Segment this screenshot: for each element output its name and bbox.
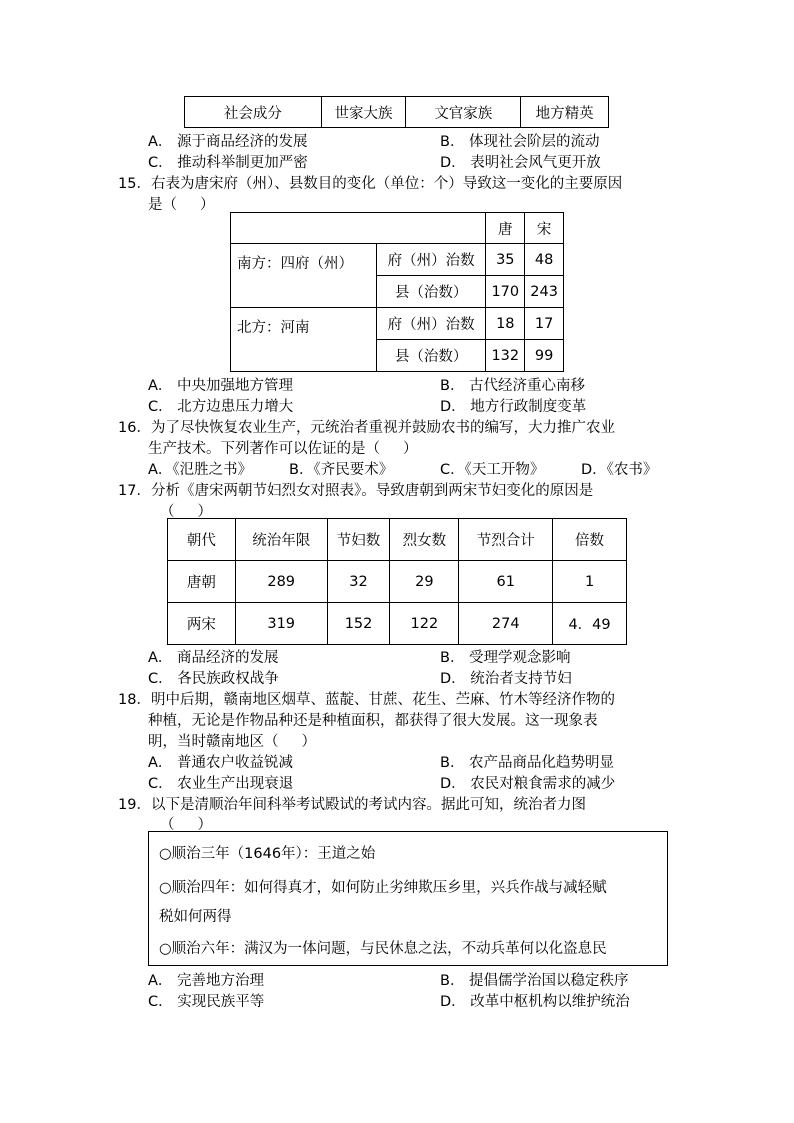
q15-value: 18 (486, 308, 525, 340)
q19-option-b[interactable]: B． 提倡儒学治国以稳定秩序 (440, 973, 629, 989)
q15-value: 17 (525, 308, 564, 340)
q15-stem-line1: 15．右表为唐宋府（州）、县数目的变化（单位：个）导致这一变化的主要原因 (118, 176, 623, 192)
q17-cell: 61 (459, 561, 553, 603)
q15-item: 县（治数） (376, 276, 486, 308)
q15-south-text: 南方：四府（州） (237, 256, 353, 272)
q19-box-line4: ○顺治六年：满汉为一体问题，与民休息之法，不动兵革何以化盗息民 (159, 941, 607, 957)
q17-option-c[interactable]: C． 各民族政权战争 (148, 671, 279, 687)
q14-cell: 世家大族 (321, 97, 406, 128)
q16-stem-line1: 16．为了尽快恢复农业生产，元统治者重视并鼓励农书的编写，大力推广农业 (118, 420, 615, 436)
q17-header: 节妇数 (327, 519, 390, 561)
q18-option-c[interactable]: C． 农业生产出现衰退 (148, 776, 294, 792)
q14-cell: 社会成分 (185, 97, 322, 128)
q17-option-a[interactable]: A． 商品经济的发展 (148, 650, 279, 666)
q17-cell: 唐朝 (168, 561, 236, 603)
q14-option-d[interactable]: D． 表明社会风气更开放 (440, 155, 601, 171)
q14-option-c[interactable]: C． 推动科举制更加严密 (148, 155, 308, 171)
q19-option-a[interactable]: A． 完善地方治理 (148, 973, 265, 989)
q15-value: 243 (525, 276, 564, 308)
q17-option-b[interactable]: B． 受理学观念影响 (440, 650, 571, 666)
q15-north-text: 北方：河南 (237, 320, 310, 336)
q17-cell: 152 (327, 603, 390, 645)
q15-header-tang: 唐 (486, 213, 525, 244)
q17-cell: 319 (235, 603, 327, 645)
q19-box-line1: ○顺治三年（1646年）：王道之始 (159, 846, 376, 862)
q18-option-b[interactable]: B． 农产品商品化趋势明显 (440, 755, 615, 771)
q15-item: 县（治数） (376, 340, 486, 372)
q18-stem-line3: 明，当时赣南地区（ ） (148, 734, 317, 750)
q16-option-c[interactable]: C．《天工开物》 (440, 462, 545, 478)
q17-header: 统治年限 (235, 519, 327, 561)
q15-option-b[interactable]: B． 古代经济重心南移 (440, 378, 586, 394)
q14-cell: 地方精英 (521, 97, 609, 128)
q15-stem-line2: 是（ ） (148, 197, 215, 213)
q17-header: 倍数 (553, 519, 627, 561)
q15-value: 170 (486, 276, 525, 308)
q19-box-line2: ○顺治四年：如何得真才，如何防止劣绅欺压乡里，兴兵作战与减轻赋 (159, 880, 607, 896)
q15-value: 35 (486, 244, 525, 276)
q17-cell: 274 (459, 603, 553, 645)
q19-quote-box (148, 831, 668, 966)
q17-option-d[interactable]: D． 统治者支持节妇 (440, 671, 572, 687)
q16-option-a[interactable]: A．《氾胜之书》 (148, 462, 253, 478)
q15-option-d[interactable]: D． 地方行政制度变革 (440, 399, 587, 415)
q15-value: 48 (525, 244, 564, 276)
q17-header: 烈女数 (390, 519, 459, 561)
q14-table (184, 96, 609, 128)
q15-north-label (231, 308, 377, 372)
q17-table (167, 518, 627, 645)
q19-stem-line1: 19．以下是清顺治年间科举考试殿试的考试内容。据此可知，统治者力图 (118, 797, 586, 813)
q16-stem-line2: 生产技术。下列著作可以佐证的是（ ） (148, 441, 418, 457)
q15-empty-cell (231, 213, 486, 244)
q18-option-a[interactable]: A． 普通农户收益锐减 (148, 755, 294, 771)
q17-cell: 两宋 (168, 603, 236, 645)
q16-option-b[interactable]: B．《齐民要术》 (289, 462, 394, 478)
q15-option-a[interactable]: A． 中央加强地方管理 (148, 378, 294, 394)
q15-value: 99 (525, 340, 564, 372)
q15-header-song: 宋 (525, 213, 564, 244)
q18-stem-line2: 种植，无论是作物品种还是种植面积，都获得了很大发展。这一现象表 (148, 713, 598, 729)
q15-item: 府（州）治数 (376, 308, 486, 340)
q17-stem-line2: （ ） (160, 504, 213, 520)
q15-option-c[interactable]: C． 北方边患压力增大 (148, 399, 294, 415)
q17-header: 节烈合计 (459, 519, 553, 561)
q17-cell: 289 (235, 561, 327, 603)
q15-table (230, 212, 564, 372)
q15-item: 府（州）治数 (376, 244, 486, 276)
q14-option-a[interactable]: A． 源于商品经济的发展 (148, 134, 308, 150)
q19-option-d[interactable]: D． 改革中枢机构以维护统治 (440, 994, 630, 1010)
q18-option-d[interactable]: D． 农民对粮食需求的减少 (440, 776, 616, 792)
q19-stem-line2: （ ） (160, 817, 213, 833)
q17-stem-line1: 17．分析《唐宋两朝节妇烈女对照表》。导致唐朝到两宋节妇变化的原因是 (118, 483, 594, 499)
q17-header: 朝代 (168, 519, 236, 561)
q15-south-label (231, 244, 377, 308)
q16-option-d[interactable]: D．《农书》 (581, 462, 658, 478)
q18-stem-line1: 18．明中后期，赣南地区烟草、蓝靛、甘蔗、花生、苎麻、竹木等经济作物的 (118, 692, 615, 708)
q17-cell: 29 (390, 561, 459, 603)
q19-option-c[interactable]: C． 实现民族平等 (148, 994, 265, 1010)
q14-option-b[interactable]: B． 体现社会阶层的流动 (440, 134, 600, 150)
q17-cell: 32 (327, 561, 390, 603)
q19-box-line3: 税如何两得 (159, 909, 232, 925)
q15-value: 132 (486, 340, 525, 372)
q17-cell: 1 (553, 561, 627, 603)
q17-cell: 4．49 (553, 603, 627, 645)
q17-cell: 122 (390, 603, 459, 645)
q14-cell: 文官家族 (406, 97, 521, 128)
